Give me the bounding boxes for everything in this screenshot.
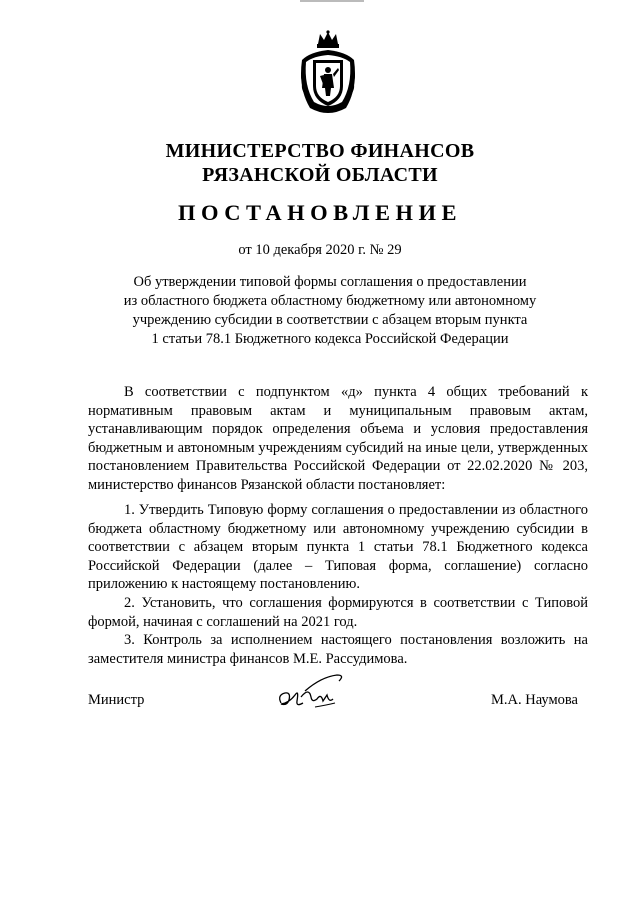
resolution-item-2: 2. Установить, что соглашения формируются в соответствии с Типовой формой, начиная с соглашений на 2021 год. xyxy=(88,594,588,630)
document-title: ПОСТАНОВЛЕНИЕ xyxy=(177,200,463,225)
top-edge-mark xyxy=(300,0,364,2)
resolution-items xyxy=(88,501,588,668)
resolution-item-1: 1. Утвердить Типовую форму соглашения о предоставлении из областного бюджета областному бюджетному или автономному учреждению субсидии в соответствии с абзацем вторым пункта 1 статьи 78.1 Бюджетного кодекса Российской Федерации (далее – Типовая форма, соглашение) согласно приложению к настоящему постановлению. xyxy=(88,502,588,593)
subject-line: 1 статьи 78.1 Бюджетного кодекса Российской Федерации xyxy=(151,331,509,347)
subject-line: из областного бюджета областному бюджетному или автономному xyxy=(123,293,537,309)
coat-of-arms-icon xyxy=(296,30,360,116)
document-subject xyxy=(120,273,540,349)
signatory-position: Министр xyxy=(88,692,145,708)
ministry-name-line2: РЯЗАНСКОЙ ОБЛАСТИ xyxy=(202,164,438,186)
document-date: от 10 декабря 2020 г. № 29 xyxy=(238,242,402,258)
ministry-name-line1: МИНИСТЕРСТВО ФИНАНСОВ xyxy=(165,140,475,162)
subject-line: Об утверждении типовой формы соглашения о предоставлении xyxy=(133,274,527,290)
subject-line: учреждению субсидии в соответствии с абзацем вторым пункта xyxy=(132,312,528,328)
preamble-block xyxy=(88,383,588,495)
signatory-name: М.А. Наумова xyxy=(491,692,578,708)
preamble-paragraph: В соответствии с подпунктом «д» пункта 4 общих требований к нормативным правовым актам и муниципальным правовым актам, устанавливающим порядок определения объема и условия предоставления бюджетным и автономным учреждениям субсидий на иные цели, утвержденных постановлением Правительства Российской Федерации от 22.02.2020 № 203, министерство финансов Рязанской области постановляет: xyxy=(88,384,588,493)
resolution-item-3: 3. Контроль за исполнением настоящего постановления возложить на заместителя министра финансов М.Е. Рассудимова. xyxy=(88,632,588,667)
handwritten-signature-icon xyxy=(275,673,351,713)
